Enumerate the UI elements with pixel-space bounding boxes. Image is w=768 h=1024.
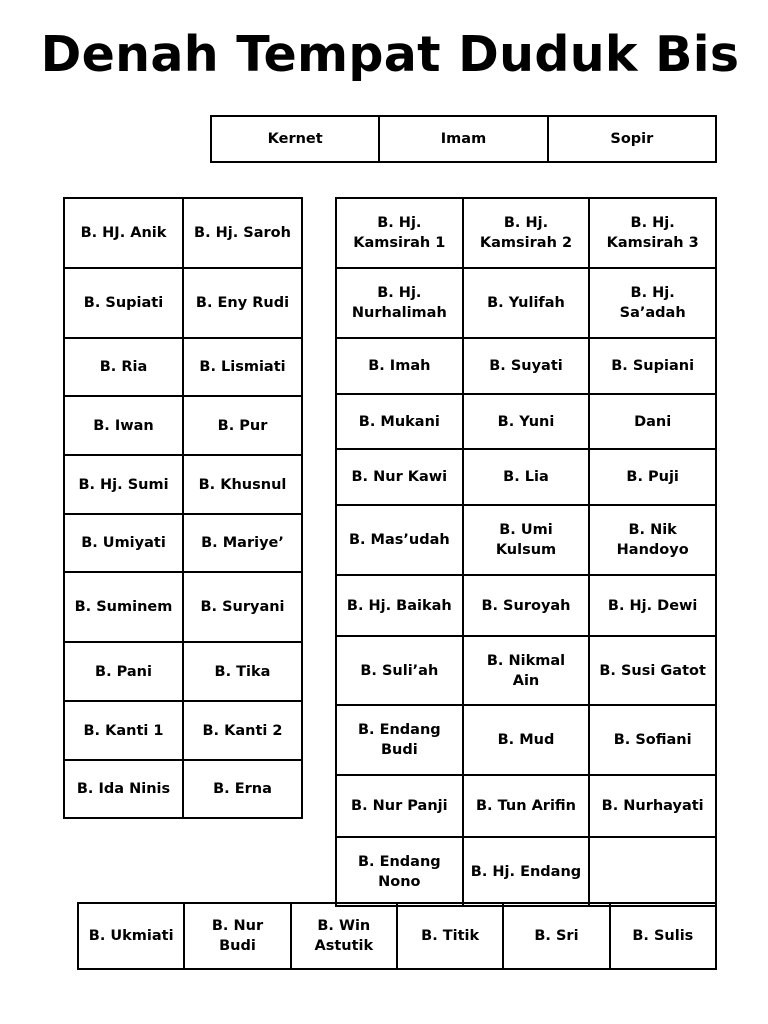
- seat-cell: B. Nur Kawi: [336, 449, 463, 505]
- seat-cell: B. Supiani: [589, 338, 716, 394]
- seat-cell: B. Hj. Sa’adah: [589, 268, 716, 338]
- seat-cell: B. Kanti 1: [64, 701, 183, 760]
- table-row: [336, 837, 716, 906]
- table-row: [336, 575, 716, 636]
- seat-cell: B. Mud: [463, 705, 590, 775]
- seat-cell: B. Sri: [503, 903, 609, 969]
- table-row: [336, 705, 716, 775]
- table-row: [64, 268, 302, 338]
- back-seat-row: [77, 902, 717, 970]
- seat-cell: B. Lia: [463, 449, 590, 505]
- table-row: [336, 198, 716, 268]
- seat-cell: B. Eny Rudi: [183, 268, 302, 338]
- seat-imam: Imam: [379, 116, 547, 162]
- table-row: [64, 642, 302, 701]
- seat-cell: B. Umiyati: [64, 514, 183, 572]
- seat-cell: B. Sofiani: [589, 705, 716, 775]
- table-row: [336, 338, 716, 394]
- seat-cell: B. Pur: [183, 396, 302, 455]
- table-row: [64, 396, 302, 455]
- seat-cell: B. Khusnul: [183, 455, 302, 514]
- table-row: [64, 760, 302, 818]
- seat-cell: B. Endang Nono: [336, 837, 463, 906]
- seat-cell: B. Sulis: [610, 903, 716, 969]
- page-title: Denah Tempat Duduk Bis: [40, 26, 740, 83]
- seat-cell: B. Nikmal Ain: [463, 636, 590, 705]
- seat-sopir: Sopir: [548, 116, 716, 162]
- seat-cell: B. Suli’ah: [336, 636, 463, 705]
- seat-cell: B. Hj. Nurhalimah: [336, 268, 463, 338]
- seat-cell: B. Kanti 2: [183, 701, 302, 760]
- seat-cell: B. Titik: [397, 903, 503, 969]
- table-row: [64, 572, 302, 642]
- front-seat-row: [210, 115, 717, 163]
- seat-cell: B. Susi Gatot: [589, 636, 716, 705]
- table-row: [336, 636, 716, 705]
- seat-cell: B. Endang Budi: [336, 705, 463, 775]
- seat-cell: B. Nur Budi: [184, 903, 290, 969]
- seat-cell: B. Umi Kulsum: [463, 505, 590, 575]
- seat-cell: B. Hj. Sumi: [64, 455, 183, 514]
- seat-cell: B. Suryani: [183, 572, 302, 642]
- seat-cell: B. Hj. Dewi: [589, 575, 716, 636]
- seat-cell: B. Mas’udah: [336, 505, 463, 575]
- table-row: [336, 449, 716, 505]
- seat-cell: B. Mariye’: [183, 514, 302, 572]
- seat-cell: B. Iwan: [64, 396, 183, 455]
- seat-cell: B. Win Astutik: [291, 903, 397, 969]
- seat-cell: B. Lismiati: [183, 338, 302, 396]
- table-row: [64, 198, 302, 268]
- table-row: [64, 338, 302, 396]
- seat-cell: B. Suroyah: [463, 575, 590, 636]
- seat-cell: B. Hj. Kamsirah 1: [336, 198, 463, 268]
- table-row: [64, 701, 302, 760]
- seat-cell: B. HJ. Anik: [64, 198, 183, 268]
- table-row: [64, 455, 302, 514]
- seat-cell: B. Ukmiati: [78, 903, 184, 969]
- seat-cell: Dani: [589, 394, 716, 449]
- seat-cell: B. Hj. Kamsirah 3: [589, 198, 716, 268]
- seat-cell: B. Suyati: [463, 338, 590, 394]
- seat-cell: B. Mukani: [336, 394, 463, 449]
- table-row: [64, 514, 302, 572]
- seat-cell: B. Pani: [64, 642, 183, 701]
- seat-cell: B. Hj. Endang: [463, 837, 590, 906]
- seat-cell: B. Nik Handoyo: [589, 505, 716, 575]
- seat-kernet: Kernet: [211, 116, 379, 162]
- seat-cell: B. Ria: [64, 338, 183, 396]
- seat-cell: B. Suminem: [64, 572, 183, 642]
- seat-cell: B. Hj. Saroh: [183, 198, 302, 268]
- right-seat-block: [335, 197, 717, 907]
- seat-cell: B. Nur Panji: [336, 775, 463, 837]
- seat-cell: B. Tika: [183, 642, 302, 701]
- seat-cell: B. Ida Ninis: [64, 760, 183, 818]
- table-row: [211, 116, 716, 162]
- seat-cell: B. Nurhayati: [589, 775, 716, 837]
- seat-cell: B. Hj. Baikah: [336, 575, 463, 636]
- seat-cell: B. Puji: [589, 449, 716, 505]
- seat-cell: B. Yulifah: [463, 268, 590, 338]
- seat-cell: B. Tun Arifin: [463, 775, 590, 837]
- table-row: [336, 775, 716, 837]
- seat-cell: [589, 837, 716, 906]
- table-row: [78, 903, 716, 969]
- seat-cell: B. Erna: [183, 760, 302, 818]
- left-seat-block: [63, 197, 303, 819]
- seat-cell: B. Yuni: [463, 394, 590, 449]
- table-row: [336, 268, 716, 338]
- table-row: [336, 394, 716, 449]
- table-row: [336, 505, 716, 575]
- seat-cell: B. Hj. Kamsirah 2: [463, 198, 590, 268]
- seat-cell: B. Imah: [336, 338, 463, 394]
- seat-cell: B. Supiati: [64, 268, 183, 338]
